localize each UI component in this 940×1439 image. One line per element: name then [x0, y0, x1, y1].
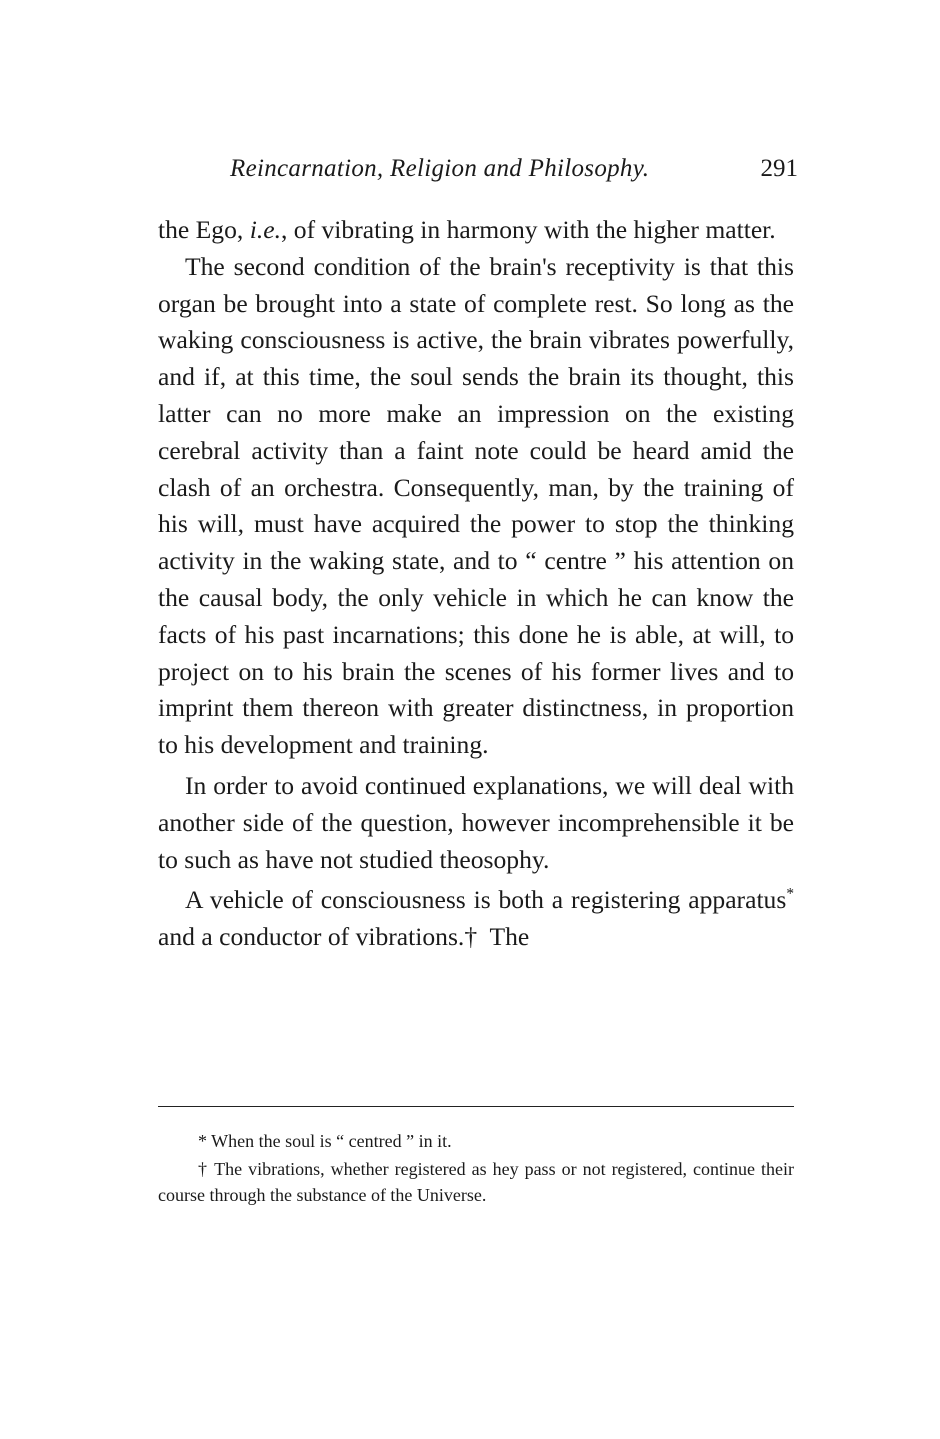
italic-abbreviation: i.e. [249, 215, 281, 244]
body-text [158, 212, 794, 956]
text-run: and a conductor of vibrations. [158, 922, 465, 952]
text-run: , of vibrating in harmony with the higher matter. [280, 215, 776, 244]
paragraph: In order to avoid continued explanations, we will deal with another side of the question, however incomprehensible it be to such as have not studied theosophy. [158, 770, 794, 874]
footnotes [158, 1128, 794, 1210]
text-run: A vehicle of consciousness is both a registering apparatus [185, 885, 787, 915]
paragraph: The second condition of the brain's receptivity is that this organ be brought into a state of complete rest. So long as the waking consciousness is active, the brain vibrates powerfully, and if, at this time, the soul sends the brain its thought, this latter can no more make an impression on the existing cerebral activity than a faint note could be heard amid the clash of an orchestra. Consequently, man, by the training of his will, must have acquired the power to stop the thinking activity in the waking state, and to “ centre ” his attention on the causal body, the only vehicle in which he can know the facts of his past incarnations; this done he is able, at will, to project on to his brain the scenes of his former lives and to imprint them thereon with greater distinctness, in proportion to his development and training. [158, 251, 794, 760]
running-title: Reincarnation, Religion and Philosophy. [230, 155, 650, 182]
paragraph [158, 882, 794, 956]
text-run: The [477, 922, 530, 952]
footnote-marker-asterisk: * [786, 885, 794, 903]
paragraph-continuation [158, 212, 794, 249]
text-run: the Ego, [158, 215, 250, 244]
footnote-divider [158, 1106, 794, 1107]
running-header [158, 155, 798, 195]
page-number: 291 [760, 155, 798, 182]
footnote-dagger: † The vibrations, whether registered as hey pass or not registered, continue their course through the substance of the Universe. [158, 1159, 794, 1205]
footnote-asterisk: * When the soul is “ centred ” in it. [198, 1131, 452, 1151]
footnote-marker-dagger: † [464, 922, 478, 952]
